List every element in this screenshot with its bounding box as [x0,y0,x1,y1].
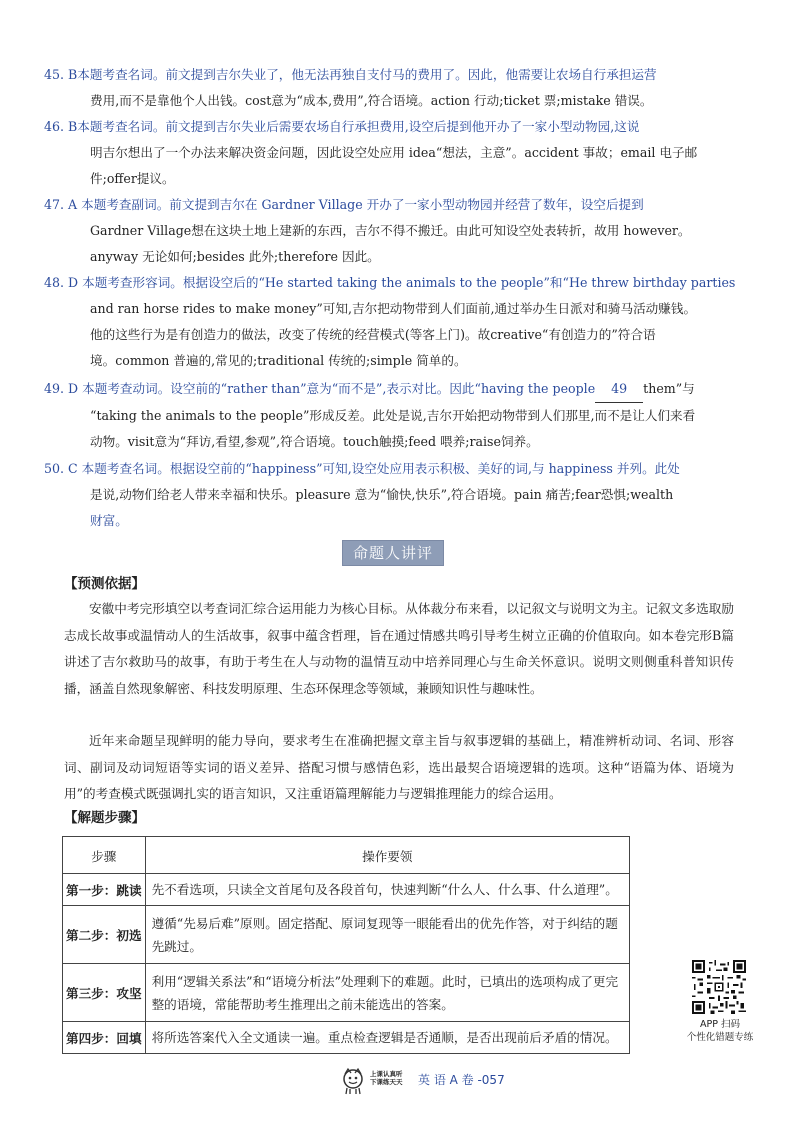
table-row [63,906,630,964]
qr-caption-line-1: APP 扫码 [700,1019,740,1030]
steps-col-step: 步骤 [63,837,146,874]
answer-50-line-3: 财富。 [90,513,128,528]
footer-slogan [370,1070,403,1086]
answer-45-line-2: 费用,而不是靠他个人出钱。cost意为“成本,费用”,符合语境。action 行动;ticket 票;mistake 错误。 [90,93,653,108]
answer-48-line-4: 境。common 普遍的,常见的;traditional 传统的;simple 简单的。 [90,353,467,368]
answer-48-line-2: and ran horse rides to make money”可知,吉尔把动物带到人们面前,通过举办生日派对和骑马活动赚钱。 [90,301,697,316]
answer-49-text-post: them”与 [643,381,695,396]
answer-45-line-1: 45. B本题考查名词。前文提到吉尔失业了，他无法再独自支付马的费用了。因此，他需要让农场自行承担运营 [44,67,657,82]
steps-table [62,836,630,1054]
step-label: 第二步：初选 [63,906,146,964]
answer-46-line-2: 明吉尔想出了一个办法来解决资金问题，因此设空处应用 idea“想法，主意”。accident 事故；email 电子邮 [90,145,698,160]
answer-46-line-1: 46. B本题考查名词。前文提到吉尔失业后需要农场自行承担费用,设空后提到他开办了一家小型动物园,这说 [44,119,640,134]
qr-caption-line-2: 个性化错题专练 [686,1032,754,1043]
footer-slogan-line-1: 上课认真听 [370,1070,403,1078]
answer-47-line-1: 47. A 本题考查副词。前文提到吉尔在 Gardner Village 开办了一家小型动物园并经营了数年，设空后提到 [44,197,644,212]
prediction-heading: 【预测依据】 [64,576,145,592]
answer-49 [44,376,734,455]
steps-heading: 【解题步骤】 [64,810,145,826]
step-op: 将所选答案代入全文通读一遍。重点检查逻辑是否通顺，是否出现前后矛盾的情况。 [145,1022,629,1054]
answer-49-blank: 49 [595,376,643,403]
answer-49-text-pre: 49. D 本题考查动词。设空前的“rather than”意为“而不是”,表示对比。因此“having the people [44,381,596,396]
step-label: 第四步：回填 [63,1022,146,1054]
mascot-logo-icon [338,1066,368,1096]
answer-46 [44,114,734,192]
answer-50-line-2: 是说,动物们给老人带来幸福和快乐。pleasure 意为“愉快,快乐”,符合语境。pain 痛苦;fear恐惧;wealth [90,487,674,502]
answer-48-line-1: 48. D 本题考查形容词。根据设空后的“He started taking the animals to the people”和“He threw birthday parties [44,275,736,290]
steps-header-row [63,837,630,874]
answer-49-line-2: “taking the animals to the people”形成反差。此处是说,吉尔开始把动物带到人们那里,而不是让人们来看 [90,408,696,423]
step-op: 先不看选项，只读全文首尾句及各段首句，快速判断“什么人、什么事、什么道理”。 [145,874,629,906]
answer-48-line-3: 他的这些行为是有创造力的做法，改变了传统的经营模式(等客上门)。故creative“有创造力的”符合语 [90,327,656,342]
footer-slogan-line-2: 下课练天天 [370,1078,403,1086]
answer-48 [44,270,734,374]
step-op: 利用“逻辑关系法”和“语境分析法”处理剩下的难题。此时，已填出的选项构成了更完整的语境，常能帮助考生推理出之前未能选出的答案。 [145,964,629,1022]
answer-46-line-3: 件;offer提议。 [90,171,175,186]
qr-caption [668,1018,772,1044]
table-row [63,964,630,1022]
answer-49-line-3: 动物。visit意为“拜访,看望,参观”,符合语境。touch触摸;feed 喂养;raise饲养。 [90,434,539,449]
prediction-paragraph-1: 安徽中考完形填空以考查词汇综合运用能力为核心目标。从体裁分布来看，以记叙文与说明文为主。记叙文多选取励志成长故事或温情动人的生活故事，叙事中蕴含哲理，旨在通过情感共鸣引导考生树立正确的价值取向。如本卷完形B篇讲述了吉尔救助马的故事，有助于考生在人与动物的温情互动中培养同理心与生命关怀意识。说明文则侧重科普知识传播，涵盖自然现象解密、科技发明原理、生态环保理念等领域，兼顾知识性与趣味性。 [64,601,734,696]
step-label: 第一步：跳读 [63,874,146,906]
steps-col-op: 操作要领 [145,837,629,874]
answer-50 [44,456,734,534]
prediction-paragraph-2: 近年来命题呈现鲜明的能力导向，要求考生在准确把握文章主旨与叙事逻辑的基础上，精准辨析动词、名词、形容词、副词及动词短语等实词的语义差异、搭配习惯与感情色彩，选出最契合语境逻辑的选项。这种“语篇为体、语境为用”的考查模式既强调扎实的语言知识，又注重语篇理解能力与逻辑推理能力的综合运用。 [64,733,734,801]
answer-47-line-2: Gardner Village想在这块土地上建新的东西，吉尔不得不搬迁。由此可知设空处表转折，故用 however。 [90,223,691,238]
qr-code-icon[interactable] [692,960,746,1014]
table-row [63,1022,630,1054]
table-row [63,874,630,906]
answer-47 [44,192,734,270]
step-label: 第三步：攻坚 [63,964,146,1022]
answer-45 [44,62,734,114]
step-op: 遵循“先易后难”原则。固定搭配、原词复现等一眼能看出的优先作答，对于纠结的题先跳过。 [145,906,629,964]
answer-49-line-1 [44,376,734,403]
answer-47-line-3: anyway 无论如何;besides 此外;therefore 因此。 [90,249,380,264]
answer-50-line-1: 50. C 本题考查名词。根据设空前的“happiness”可知,设空处应用表示积极、美好的词,与 happiness 并列。此处 [44,461,680,476]
section-banner: 命题人讲评 [342,540,444,566]
page-number: 英 语 A 卷 -057 [418,1073,505,1087]
